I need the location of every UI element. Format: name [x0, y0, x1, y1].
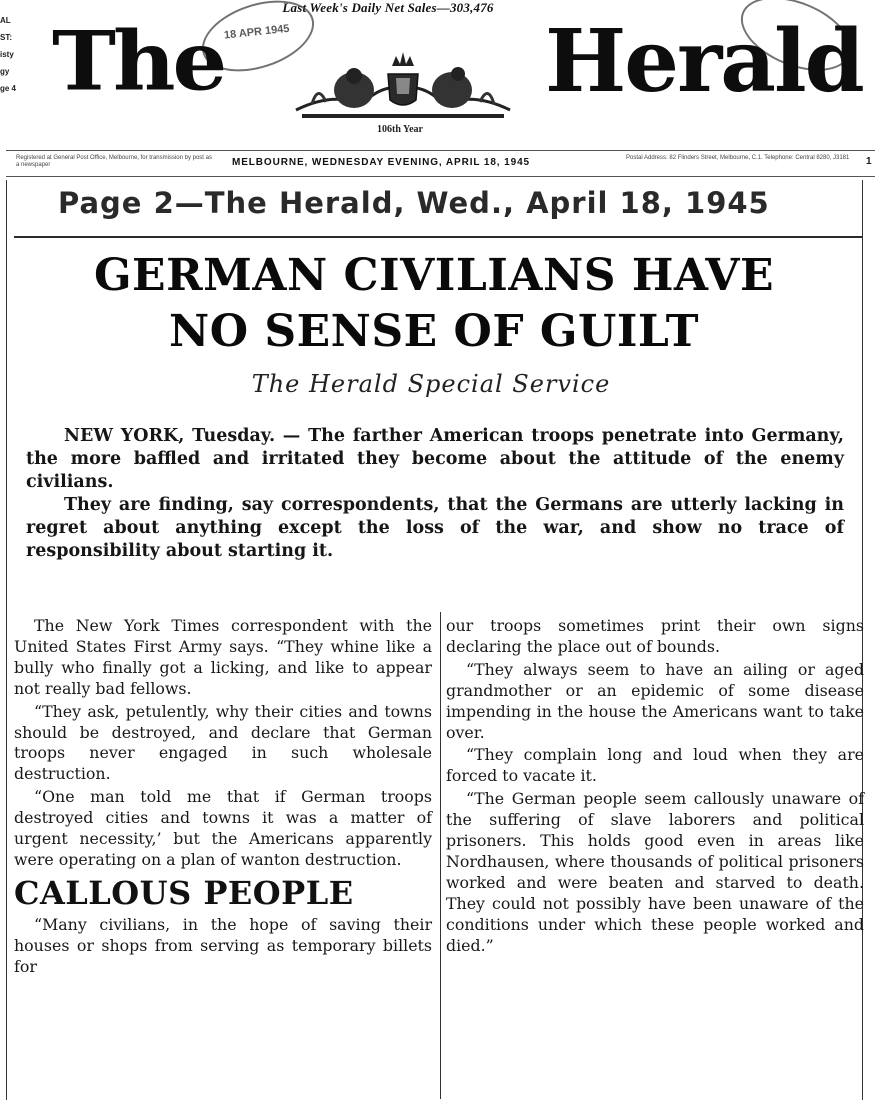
left-edge-fragment [0, 12, 26, 97]
year-label: 106th Year [376, 124, 423, 135]
header-rule [14, 236, 862, 238]
dateline: MELBOURNE, WEDNESDAY EVENING, APRIL 18, 1945 [232, 157, 531, 168]
masthead-title-right: Herald [545, 11, 863, 112]
body-paragraph: our troops sometimes print their own signs declaring the place out of bounds. [446, 616, 864, 656]
left-edge-text: ST: [0, 33, 12, 42]
masthead-title-left: The [52, 13, 225, 110]
body-paragraph: “They ask, petulently, why their cities and towns should be destroyed, and declare that German troops never engaged in such wholesale destruction. [14, 701, 432, 784]
left-edge-text: AL [0, 16, 11, 25]
lead-paragraph: NEW YORK, Tuesday. — The farther American troops penetrate into Germany, the more baffled and irritated they become about the attitude of the enemy civilians. [26, 426, 844, 492]
body-paragraph: “They complain long and loud when they are forced to vacate it. [446, 745, 864, 786]
headline-line-1: GERMAN CIVILIANS HAVE [93, 250, 775, 301]
left-edge-text: ge 4 [0, 84, 17, 93]
lead-paragraphs [26, 425, 844, 563]
left-edge-text: isty [0, 50, 14, 59]
net-sales-banner: Last Week's Daily Net Sales—303,476 [282, 0, 494, 15]
stamp-date-text: 18 APR 1945 [223, 22, 291, 42]
body-paragraph: “One man told me that if German troops destroyed cities and towns it was a matter of urgent necessity,’ but the Americans apparently were operating on a plan of wanton destruction. [14, 787, 432, 869]
article-column-2 [446, 616, 864, 959]
coat-of-arms-icon [292, 44, 514, 122]
left-edge-text: gy [0, 67, 10, 76]
dateline-top-rule [6, 150, 875, 151]
registration-notice: Registered at General Post Office, Melbourne, for transmission by post as a newspaper [16, 155, 212, 168]
page-number: 1 [866, 156, 872, 167]
headline-line-2: NO SENSE OF GUILT [168, 306, 700, 357]
dateline-bottom-rule [6, 176, 875, 177]
subheading: CALLOUS PEOPLE [14, 873, 354, 912]
body-paragraph: The New York Times correspondent with the United States First Army says. “They whine like a bully who finally got a licking, and like to appear not really bad fellows. [14, 616, 432, 698]
column-divider [440, 612, 441, 1099]
body-paragraph: “Many civilians, in the hope of saving their houses or shops from serving as temporary billets for [14, 914, 432, 976]
byline: The Herald Special Service [251, 370, 611, 398]
article-column-1 [14, 616, 432, 980]
body-paragraph: “The German people seem callously unaware of the suffering of slave laborers and political prisoners. This holds good even in areas like Nordhausen, where thousands of political prisoners worked and were beaten and starved to death. They could not possibly have been unaware of the conditions under which these people worked and died.” [446, 789, 864, 955]
body-paragraph: “They always seem to have an ailing or aged grandmother or an epidemic of some disease impending in the house the Americans want to take over. [446, 659, 864, 742]
page-header: Page 2—The Herald, Wed., April 18, 1945 [58, 186, 770, 220]
postal-address: Postal Address: 82 Flinders Street, Melbourne, C.1. Telephone: Central 8280, J3181 [626, 155, 850, 161]
lead-paragraph: They are finding, say correspondents, that the Germans are utterly lacking in regret about anything except the loss of the war, and show no trace of responsibility about starting it. [26, 495, 844, 561]
